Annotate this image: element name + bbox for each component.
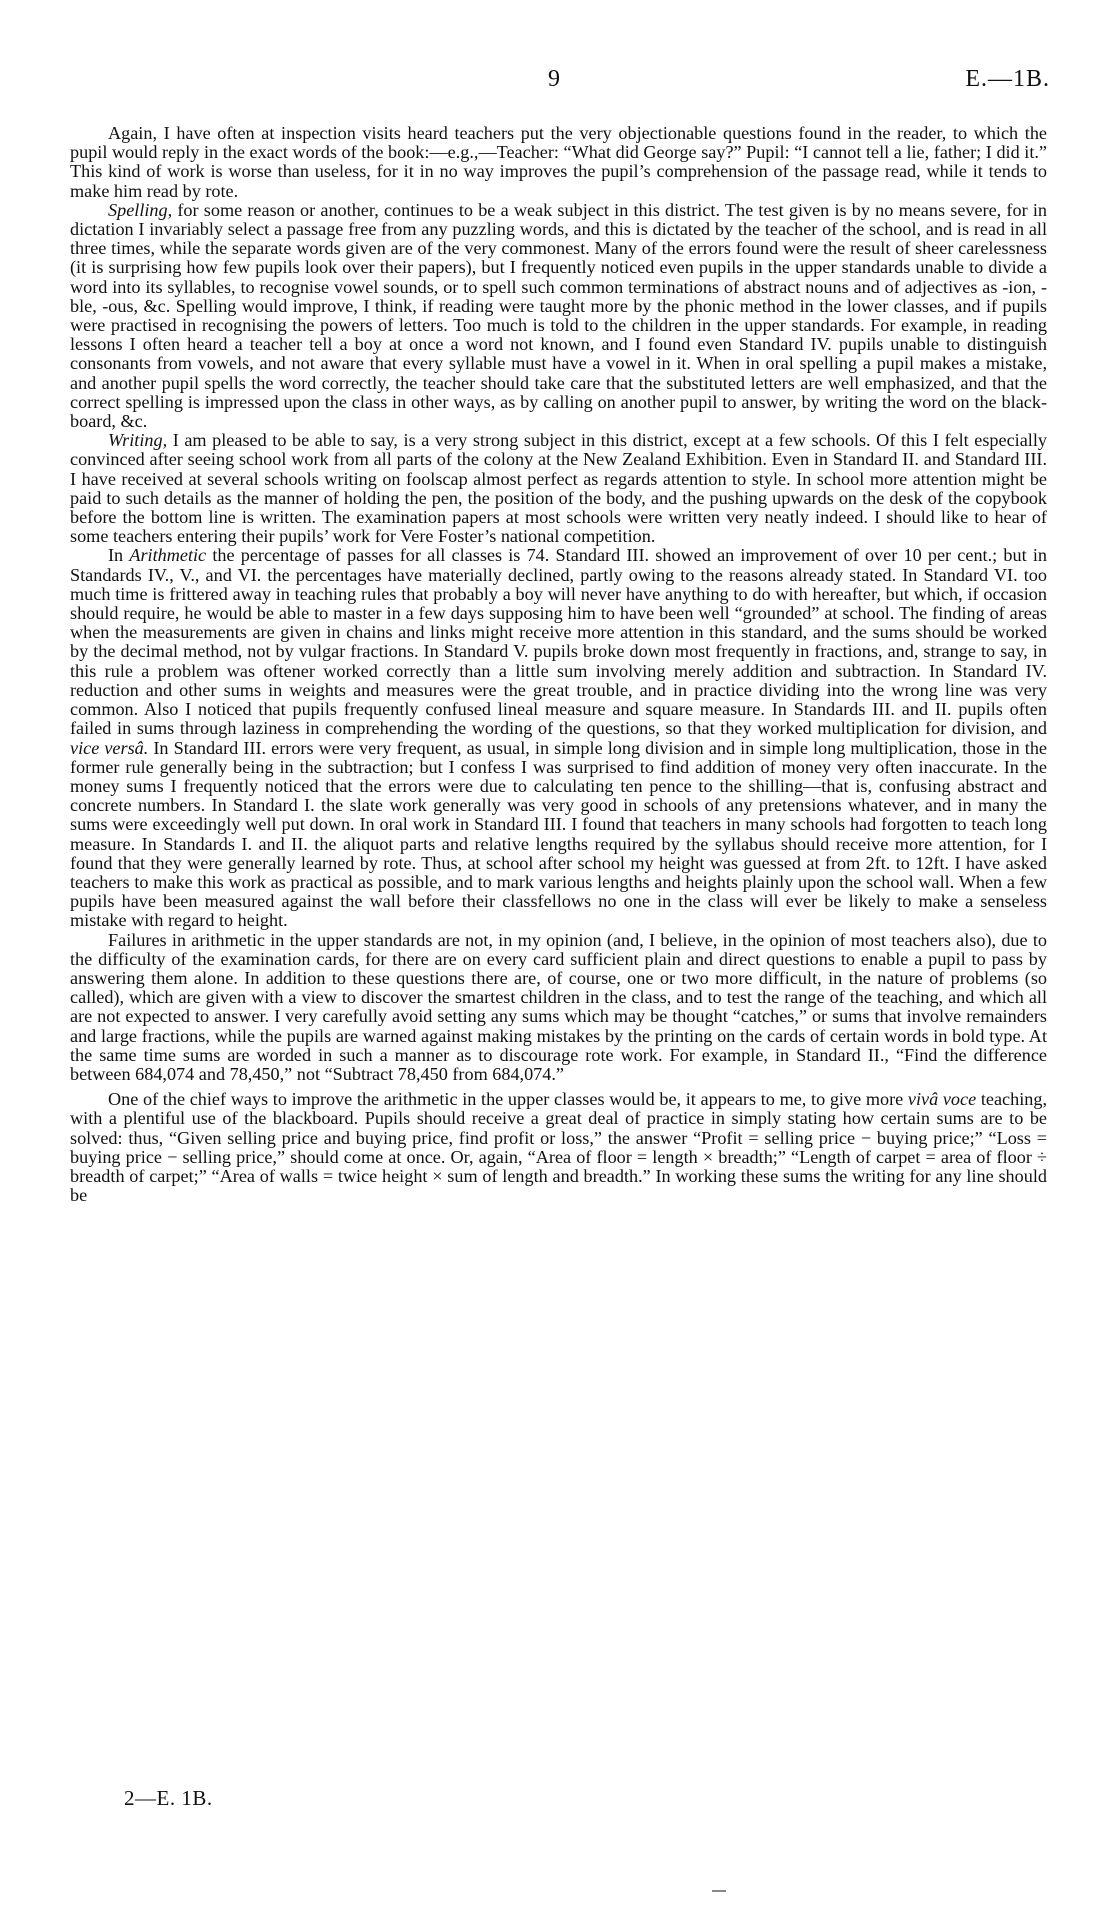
paragraph-improvement [70,1090,1047,1205]
paragraph-arithmetic [70,546,1047,930]
paragraph-lead: Spelling, [108,199,173,220]
paragraph-lead-plain: In [108,545,130,566]
paragraph-writing [70,431,1047,546]
paragraph-failures [70,931,1047,1085]
signature-mark: 2—E. 1B. [124,1786,213,1810]
paragraph-reading-questions [70,124,1047,201]
paragraph-lead: Writing, [108,430,168,451]
document-reference: E.—1B. [965,66,1050,92]
paragraph-spelling [70,201,1047,431]
footer-mark [712,1890,726,1892]
paragraph-lead: vivâ voce [907,1089,977,1110]
page-number: 9 [548,66,560,92]
paragraph-lead-plain: One of the chief ways to improve the arithmetic in the upper classes would be, it appears to me, to give more [108,1089,908,1110]
paragraph-lead: Arithmetic [129,545,207,566]
page-header [0,66,1114,98]
paragraph-mid-italic: vice versâ. [70,737,149,758]
paragraph-text: teaching, with a plentiful use of the blackboard. Pupils should receive a great deal of practice in simply stating how certain sums are to be solved: thus, “Given selling price and buying price, find profit or loss,” the answer “Profit = selling price − buying price;” “Loss = buying price − selling price,” should come at once. Or, again, “Area of floor = length × breadth;” “Length of carpet = area of floor ÷ breadth of carpet;” “Area of walls = twice height × sum of length and breadth.” In working these sums the writing for any line should be [70,1089,1048,1206]
report-body [70,124,1047,1205]
paragraph-text: I am pleased to be able to say, is a very strong subject in this district, except at a few schools. Of this I felt especially convinced after seeing school work from all parts of the colony at the New Zealand Exhibition. Even in Standard II. and Standard III. I have received at several schools writing on foolscap almost perfect as regards attention to style. In school more attention might be paid to such details as the manner of holding the pen, the position of the body, and the pushing upwards on the desk of the copybook before the bottom line is written. The examination papers at most schools were written very neatly indeed. I should like to hear of some teachers entering their pupils’ work for Vere Foster’s national competition. [70,430,1047,547]
paragraph-tail: In Standard III. errors were very frequent, as usual, in simple long division and in simple long multiplication, those in the former rule generally being in the subtraction; but I confess I was surprised to find addition of money very often inaccurate. In the money sums I frequently noticed that the errors were due to calculating ten pence to the shilling—that is, confusing abstract and concrete numbers. In Standard I. the slate work generally was very good in schools of any pretensions whatever, and in many the sums were exceedingly well put down. In oral work in Standard III. I found that teachers in many schools had forgotten to teach long measure. In Standards I. and II. the aliquot parts and relative lengths required by the syllabus should receive more attention, for I found that they were generally learned by rote. Thus, at school after school my height was guessed at from 2ft. to 12ft. I have asked teachers to make this work as practical as possible, and to mark various lengths and heights plainly upon the school wall. When a few pupils have been measured against the wall before their classfellows no one in the class will ever be likely to make a senseless mistake with regard to height. [70,737,1047,931]
paragraph-text: for some reason or another, continues to be a weak subject in this district. The test given is by no means severe, for in dictation I invariably select a passage free from any puzzling words, and this is dictated by the teacher of the school, and is read in all three times, while the separate words given are of the very commonest. Many of the errors found were the result of sheer carelessness (it is surprising how few pupils look over their papers), but I frequently noticed even pupils in the upper standards unable to divide a word into its syllables, to recognise vowel sounds, or to spell such common terminations of abstract nouns and of adjectives as -ion, -ble, -ous, &c. Spelling would improve, I think, if reading were taught more by the phonic method in the lower classes, and if pupils were practised in recognising the powers of letters. Too much is told to the children in the upper standards. For example, in reading lessons I often heard a teacher tell a boy at once a word not known, and I found even Standard IV. pupils unable to distinguish consonants from vowels, and not aware that every syllable must have a vowel in it. When in oral spelling a pupil makes a mistake, and another pupil spells the word correctly, the teacher should take care that the substituted letters are well emphasized, and that the correct spelling is impressed upon the class in other ways, as by calling on another pupil to answer, by writing the word on the black-board, &c. [70,199,1047,432]
paragraph-text: the percentage of passes for all classes is 74. Standard III. showed an improvement of over 10 per cent.; but in Standards IV., V., and VI. the percentages have materially declined, partly owing to the reasons already stated. In Standard VI. too much time is frittered away in teaching rules that probably a boy will never have anything to do with hereafter, but which, if occasion should require, he would be able to master in a few days supposing him to have been well “grounded” at school. The finding of areas when the measurements are given in chains and links might receive more attention in this standard, and the sums should be worked by the decimal method, not by vulgar fractions. In Standard V. pupils broke down most frequently in fractions, and, strange to say, in this rule a problem was oftener worked correctly than a little sum involving merely addition and subtraction. In Standard IV. reduction and other sums in weights and measures were the great trouble, and in practice dividing into the wrong line was very common. Also I noticed that pupils frequently confused lineal measure and square measure. In Standards III. and II. pupils often failed in sums through laziness in comprehending the wording of the questions, so that they worked multiplication for division, and [70,545,1047,739]
paragraph-text: Again, I have often at inspection visits heard teachers put the very objectionable questions found in the reader, to which the pupil would reply in the exact words of the book:—e.g.,—Teacher: “What did George say?” Pupil: “I cannot tell a lie, father; I did it.” This kind of work is worse than useless, for it in no way improves the pupil’s comprehension of the passage read, while it tends to make him read by rote. [70,123,1047,201]
paragraph-text: Failures in arithmetic in the upper standards are not, in my opinion (and, I believe, in the opinion of most teachers also), due to the difficulty of the examination cards, for there are on every card sufficient plain and direct questions to enable a pupil to pass by answering them alone. In addition to these questions there are, of course, one or two more difficult, in the nature of problems (so called), which are given with a view to discover the smartest children in the class, and to test the range of the teaching, and which all are not expected to answer. I very carefully avoid setting any sums which may be thought “catches,” or sums that involve remainders and large fractions, while the pupils are warned against making mistakes by the printing on the cards of certain words in bold type. At the same time sums are worded in such a manner as to discourage rote work. For example, in Standard II., “Find the difference between 684,074 and 78,450,” not “Subtract 78,450 from 684,074.” [70,929,1047,1084]
